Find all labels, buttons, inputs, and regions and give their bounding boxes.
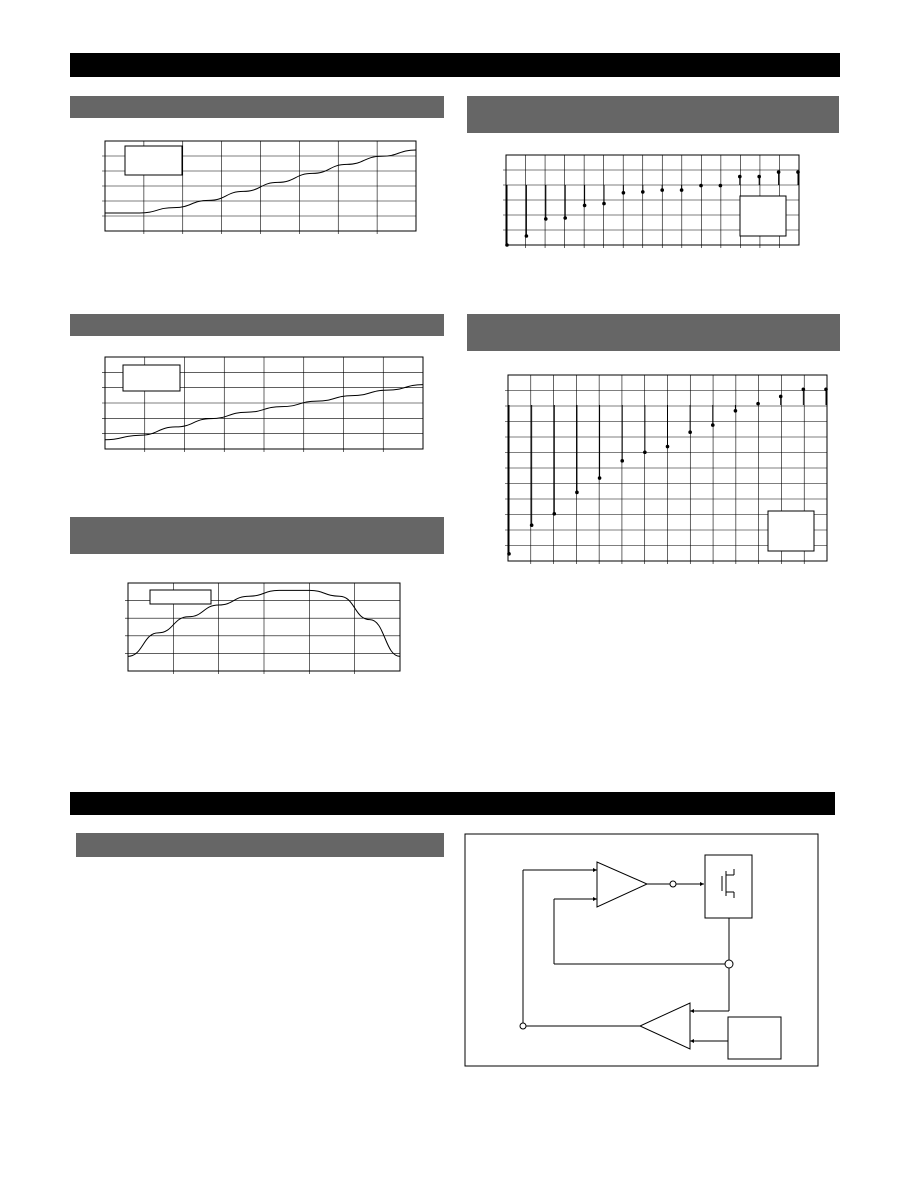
data-point	[598, 476, 602, 480]
reference-box	[728, 1017, 781, 1059]
data-point	[641, 190, 645, 194]
data-point	[688, 430, 692, 434]
chart-4	[500, 370, 833, 565]
section-bar-bottom	[70, 792, 835, 815]
chart-2-header	[467, 96, 839, 133]
transistor-box	[705, 855, 752, 918]
data-point	[756, 402, 760, 406]
data-point	[757, 175, 761, 179]
data-point	[507, 552, 511, 556]
data-point	[738, 175, 742, 179]
section-bar-top	[70, 53, 840, 77]
data-point	[620, 459, 624, 463]
subsection-header	[76, 833, 444, 857]
data-point	[563, 216, 567, 220]
chart-4-header	[467, 314, 840, 351]
data-point	[680, 188, 684, 192]
block-diagram	[464, 833, 820, 1069]
data-point	[734, 409, 738, 413]
data-point	[525, 234, 529, 238]
data-point	[719, 184, 723, 188]
data-point	[544, 217, 548, 221]
data-point	[777, 170, 781, 174]
data-point	[583, 204, 587, 208]
data-point	[660, 188, 664, 192]
data-point	[711, 423, 715, 427]
data-point	[824, 388, 828, 392]
legend-box	[123, 365, 180, 391]
chart-1-header	[70, 96, 444, 118]
data-point	[796, 170, 800, 174]
inverter-bubble	[670, 881, 676, 887]
data-point	[575, 491, 579, 495]
feedback-node	[520, 1023, 526, 1029]
data-point	[779, 395, 783, 399]
chart-5	[120, 580, 410, 678]
data-point	[643, 450, 647, 454]
output-node	[725, 960, 733, 968]
legend-box	[768, 511, 814, 551]
legend-box	[740, 196, 786, 236]
chart-2	[500, 150, 810, 258]
data-point	[552, 512, 556, 516]
data-point	[699, 184, 703, 188]
chart-5-header	[70, 517, 444, 554]
chart-3	[100, 354, 430, 454]
data-point	[802, 388, 806, 392]
data-point	[530, 523, 534, 527]
data-point	[602, 202, 606, 206]
chart-3-header	[70, 314, 444, 336]
legend-box	[125, 146, 182, 175]
chart-1	[100, 138, 424, 238]
data-point	[666, 445, 670, 449]
legend-box	[150, 590, 211, 604]
data-point	[622, 191, 626, 195]
data-point	[505, 243, 509, 247]
